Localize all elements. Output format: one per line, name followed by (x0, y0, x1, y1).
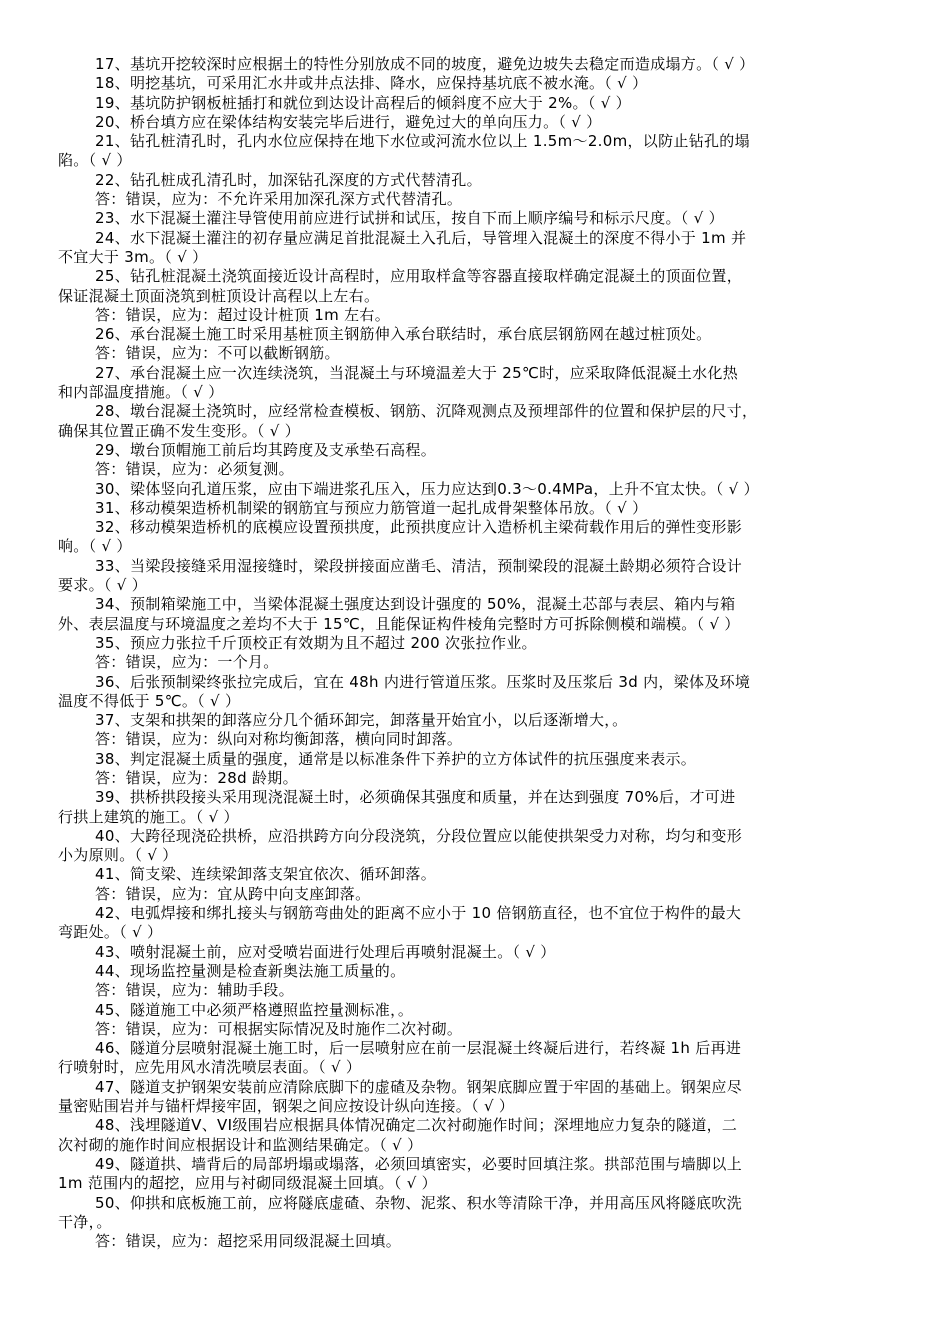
text-line: 23、水下混凝土灌注导管使用前应进行试拼和试压，按自下而上顺序编号和标示尺度。（ √ ） (95, 209, 724, 228)
text-line: 答：错误，应为：不可以截断钢筋。 (95, 344, 340, 363)
text-line: 答：错误，应为：28d 龄期。 (95, 768, 298, 787)
text-line: 48、浅埋隧道V、VI级围岩应根据具体情况确定二次衬砌施作时间；深埋地应力复杂的隧道，二 (95, 1116, 738, 1135)
text-line: 20、桥台填方应在梁体结构安装完毕后进行，避免过大的单向压力。（ √ ） (95, 112, 602, 131)
text-line: 31、移动模架造桥机制梁的钢筋宜与预应力筋管道一起扎成骨架整体吊放。（ √ ） (95, 498, 648, 517)
text-line: 25、钻孔桩混凝土浇筑面接近设计高程时，应用取样盒等容器直接取样确定混凝土的顶面位置， (95, 267, 742, 286)
text-line: 答：错误，应为：宜从跨中向支座卸落。 (95, 884, 371, 903)
text-line: 38、判定混凝土质量的强度，通常是以标准条件下养护的立方体试件的抗压强度来表示。 (95, 749, 697, 768)
text-line: 量密贴围岩并与锚杆焊接牢固，钢架之间应按设计纵向连接。（ √ ） (58, 1097, 515, 1116)
text-line: 42、电弧焊接和绑扎接头与钢筋弯曲处的距离不应小于 10 倍钢筋直径，也不宜位于构件的最大 (95, 904, 742, 923)
text-line: 要求。（ √ ） (58, 576, 147, 595)
text-line: 28、墩台混凝土浇筑时，应经常检查模板、钢筋、沉降观测点及预埋部件的位置和保护层的尺寸， (95, 402, 758, 421)
text-line: 不宜大于 3m。（ √ ） (58, 247, 208, 266)
text-line: 答：错误，应为：可根据实际情况及时施作二次衬砌。 (95, 1019, 463, 1038)
text-line: 50、仰拱和底板施工前，应将隧底虚碴、杂物、泥浆、积水等清除干净，并用高压风将隧底吹洗 (95, 1193, 742, 1212)
text-line: 35、预应力张拉千斤顶校正有效期为且不超过 200 次张拉作业。 (95, 633, 537, 652)
text-line: 47、隧道支护钢架安装前应清除底脚下的虚碴及杂物。钢架底脚应置于牢固的基础上。钢架应尽 (95, 1077, 742, 1096)
text-line: 34、预制箱梁施工中，当梁体混凝土强度达到设计强度的 50%，混凝土芯部与表层、箱内与箱 (95, 595, 736, 614)
text-line: 46、隧道分层喷射混凝土施工时，后一层喷射应在前一层混凝土终凝后进行，若终凝 1h 后再进 (95, 1039, 742, 1058)
text-line: 答：错误，应为：纵向对称均衡卸落，横向同时卸落。 (95, 730, 463, 749)
text-line: 答：错误，应为：超挖采用同级混凝土回填。 (95, 1232, 402, 1251)
text-line: 43、喷射混凝土前，应对受喷岩面进行处理后再喷射混凝土。（ √ ） (95, 942, 556, 961)
text-line: 19、基坑防护钢板桩插打和就位到达设计高程后的倾斜度不应大于 2%。（ √ ） (95, 93, 631, 112)
text-line: 温度不得低于 5℃。（ √ ） (58, 691, 241, 710)
text-line: 行喷射时，应先用风水清洗喷层表面。（ √ ） (58, 1058, 362, 1077)
text-line: 18、明挖基坑，可采用汇水井或井点法排、降水，应保持基坑底不被水淹。（ √ ） (95, 74, 648, 93)
text-line: 45、隧道施工中必须严格遵照监控量测标准，。 (95, 1000, 414, 1019)
text-line: 次衬砌的施作时间应根据设计和监测结果确定。（ √ ） (58, 1135, 423, 1154)
text-line: 30、梁体竖向孔道压浆，应由下端进浆孔压入，压力应达到0.3～0.4MPa，上升不宜太快。（ √ ） (95, 479, 759, 498)
text-line: 40、大跨径现浇砼拱桥，应沿拱跨方向分段浇筑，分段位置应以能使拱架受力对称，均匀和变形 (95, 826, 742, 845)
text-line: 小为原则。（ √ ） (58, 846, 178, 865)
text-line: 32、移动模架造桥机的底模应设置预拱度，此预拱度应计入造桥机主梁荷载作用后的弹性变形影 (95, 518, 742, 537)
text-line: 行拱上建筑的施工。（ √ ） (58, 807, 239, 826)
text-line: 答：错误，应为：一个月。 (95, 653, 279, 672)
text-line: 41、简支梁、连续梁卸落支架宜依次、循环卸落。 (95, 865, 436, 884)
text-line: 24、水下混凝土灌注的初存量应满足首批混凝土入孔后，导管埋入混凝土的深度不得小于 1m 并 (95, 228, 747, 247)
text-line: 22、钻孔桩成孔清孔时，加深钻孔深度的方式代替清孔。 (95, 170, 482, 189)
text-line: 26、承台混凝土施工时采用基桩顶主钢筋伸入承台联结时，承台底层钢筋网在越过桩顶处。 (95, 325, 712, 344)
text-line: 和内部温度措施。（ √ ） (58, 383, 224, 402)
text-line: 29、墩台顶帽施工前后均其跨度及支承垫石高程。 (95, 440, 436, 459)
text-line: 44、现场监控量测是检查新奥法施工质量的。 (95, 961, 406, 980)
text-line: 17、基坑开挖较深时应根据土的特性分别放成不同的坡度，避免边坡失去稳定而造成塌方。（ √ ） (95, 55, 755, 73)
text-line: 27、承台混凝土应一次连续浇筑，当混凝土与环境温差大于 25℃时，应采取降低混凝土水化热 (95, 363, 738, 382)
text-line: 干净，。 (58, 1212, 112, 1231)
text-line: 39、拱桥拱段接头采用现浇混凝土时，必须确保其强度和质量，并在达到强度 70%后，才可进 (95, 788, 736, 807)
text-line: 21、钻孔桩清孔时，孔内水位应保持在地下水位或河流水位以上 1.5m～2.0m，以防止钻孔的塌 (95, 132, 750, 151)
text-line: 37、支架和拱架的卸落应分几个循环卸完，卸落量开始宜小，以后逐渐增大，。 (95, 711, 628, 730)
text-line: 弯距处。（ √ ） (58, 923, 163, 942)
text-line: 答：错误，应为：必须复测。 (95, 460, 294, 479)
text-line: 外、表层温度与环境温度之差均不大于 15℃，且能保证构件棱角完整时方可拆除侧模和端模。（ √ ） (58, 614, 740, 633)
text-line: 49、隧道拱、墙背后的局部坍塌或塌落，必须回填密实，必要时回填注浆。拱部范围与墙脚以上 (95, 1154, 742, 1173)
text-line: 响。（ √ ） (58, 537, 132, 556)
text-line: 陷。（ √ ） (58, 151, 132, 170)
text-line: 答：错误，应为：辅助手段。 (95, 981, 294, 1000)
text-line: 答：错误，应为：不允许采用加深孔深方式代替清孔。 (95, 190, 463, 209)
document-body (58, 55, 898, 1251)
text-line: 保证混凝土顶面浇筑到桩顶设计高程以上左右。 (58, 286, 380, 305)
text-line: 36、后张预制梁终张拉完成后，宜在 48h 内进行管道压浆。压浆时及压浆后 3d 内，梁体及环境 (95, 672, 751, 691)
text-line: 33、当梁段接缝采用湿接缝时，梁段拼接面应凿毛、清洁，预制梁段的混凝土龄期必须符合设计 (95, 556, 742, 575)
text-line: 答：错误，应为：超过设计桩顶 1m 左右。 (95, 305, 390, 324)
text-line: 确保其位置正确不发生变形。（ √ ） (58, 421, 300, 440)
text-line: 1m 范围内的超挖，应用与衬砌同级混凝土回填。（ √ ） (58, 1174, 437, 1193)
